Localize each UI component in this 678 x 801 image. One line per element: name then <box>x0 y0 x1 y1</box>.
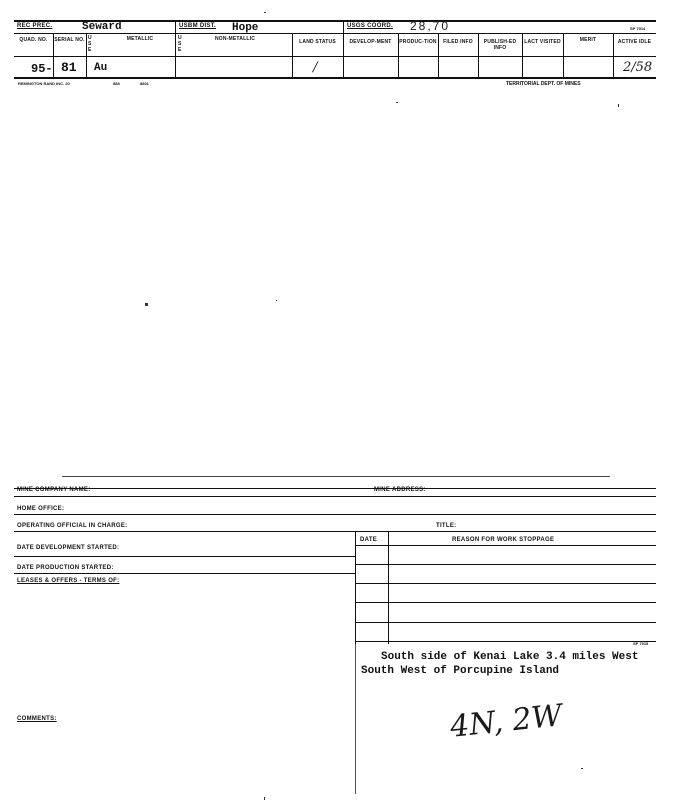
home-office-label: HOME OFFICE: <box>17 506 65 512</box>
active-idle-value: 2/58 <box>623 60 653 75</box>
scan-speck <box>145 303 148 306</box>
dev-started-label: DATE DEVELOPMENT STARTED: <box>17 545 120 551</box>
scan-speck <box>618 104 619 107</box>
usbm-dist-label: USBM DIST. <box>179 23 217 29</box>
operating-official-label: OPERATING OFFICIAL IN CHARGE: <box>17 523 128 529</box>
filed-info-header: FILED INFO <box>443 39 473 45</box>
last-visited-header: LACT VISITED <box>524 39 561 45</box>
land-status-value: / <box>313 60 318 75</box>
metallic-value: Au <box>94 62 108 74</box>
published-info-header: PUBLISH-ED INFO <box>483 39 517 51</box>
rec-prec-label: REC PREC. <box>17 23 53 29</box>
scan-speck <box>264 797 265 800</box>
merit-header: MERIT <box>579 37 597 43</box>
location-description: South side of Kenai Lake 3.4 miles West South West of Porcupine Island <box>361 651 639 677</box>
active-idle-header: ACTIVE IDLE <box>617 39 652 45</box>
leases-offers-label: LEASES & OFFERS - TERMS OF: <box>17 578 120 584</box>
usgs-coord-value: 28,70 <box>410 19 451 33</box>
scan-speck <box>581 768 583 769</box>
date-column-header: DATE <box>360 537 378 543</box>
scan-speck <box>396 102 398 103</box>
rec-prec-value: Seward <box>82 21 122 33</box>
serial-value: 81 <box>61 60 77 75</box>
use-metallic-header: U S E <box>88 35 92 53</box>
production-header: PRODUC-TION <box>399 39 437 45</box>
mine-address-label: MINE ADDRESS: <box>374 487 426 493</box>
land-status-header: LAND STATUS <box>299 39 336 45</box>
mine-company-label: MINE COMPANY NAME: <box>17 487 91 493</box>
title-label: TITLE: <box>436 523 457 529</box>
quad-no-header: QUAD. NO. <box>19 37 48 43</box>
top-footer-left: REMINGTON RAND INC. 20 <box>18 81 70 86</box>
top-footer-code-2: 8801 <box>140 81 149 86</box>
usgs-coord-label: USGS COORD. <box>347 23 393 29</box>
quad-value: 95- <box>31 62 53 76</box>
serial-no-header: SERIAL NO. <box>54 37 85 43</box>
reason-column-header: REASON FOR WORK STOPPAGE <box>452 537 555 543</box>
use-nonmetallic-header: U S E <box>178 35 182 53</box>
top-form-number: SP 7914 <box>630 26 646 31</box>
metallic-header: METALLIC <box>126 36 154 42</box>
top-footer-code-1: 888 <box>113 81 120 86</box>
bottom-form-number: SP 7915 <box>633 641 649 646</box>
usbm-dist-value: Hope <box>232 22 259 34</box>
prod-started-label: DATE PRODUCTION STARTED: <box>17 565 114 571</box>
scan-speck <box>276 300 277 301</box>
development-header: DEVELOP-MENT <box>349 39 392 45</box>
handwritten-township-note: 4N, 2W <box>448 698 564 745</box>
scan-speck <box>264 12 266 13</box>
nonmetallic-header: NON-METALLIC <box>214 36 256 42</box>
comments-label: COMMENTS: <box>17 716 57 722</box>
top-footer-right: TERRITORIAL DEPT. OF MINES <box>506 81 581 87</box>
